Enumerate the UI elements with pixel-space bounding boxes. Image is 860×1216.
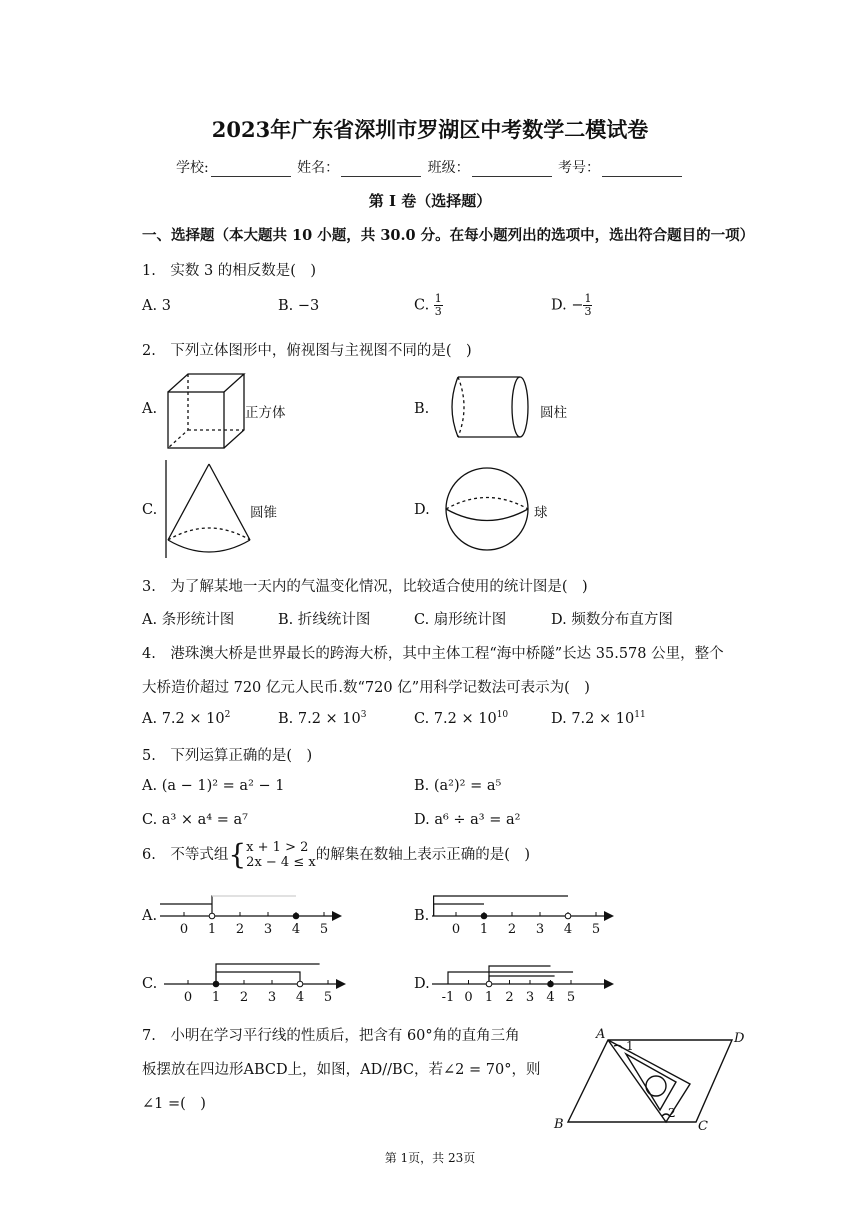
q2-label-b: 圆柱 bbox=[540, 405, 567, 421]
vertex-label-b: B bbox=[554, 1117, 564, 1132]
closed-point bbox=[548, 981, 554, 987]
tick-label: 1 bbox=[211, 990, 221, 1004]
q2-label-c: 圆锥 bbox=[250, 505, 277, 521]
tick-label: 0 bbox=[451, 922, 461, 936]
q3-stem: 3. 为了解某地一天内的气温变化情况，比较适合使用的统计图是( ) bbox=[142, 579, 588, 595]
inequality-system: x + 1 > 2 2x − 4 ≤ x bbox=[246, 840, 316, 870]
cylinder-figure bbox=[446, 374, 532, 440]
q1-option-d: D. − $\frac{1}{3}$ bbox=[551, 292, 592, 318]
tick-label: 1 bbox=[479, 922, 489, 936]
q3-option-d: D. 频数分布直方图 bbox=[551, 612, 673, 628]
number-line-c bbox=[164, 958, 354, 1004]
q6-option-d: D. bbox=[414, 976, 430, 992]
student-info-line bbox=[0, 157, 860, 177]
q6-option-c: C. bbox=[142, 976, 158, 992]
solution-bracket bbox=[216, 972, 300, 984]
q6-option-b: B. bbox=[414, 908, 430, 924]
vertex-label-d: D bbox=[734, 1031, 745, 1046]
q4-line1: 4. 港珠澳大桥是世界最长的跨海大桥，其中主体工程“海中桥隧”长达 35.578 公里，整个 bbox=[142, 646, 724, 662]
q3-option-b: B. 折线统计图 bbox=[278, 612, 371, 628]
tick-label: 1 bbox=[484, 990, 494, 1004]
q2-label-a: 正方体 bbox=[245, 405, 286, 421]
q7-line2: 板摆放在四边形ABCD上，如图，AD//BC，若∠2 = 70°，则 bbox=[142, 1062, 541, 1078]
q5-stem: 5. 下列运算正确的是( ) bbox=[142, 748, 313, 764]
q5-option-c: C. a³ × a⁴ = a⁷ bbox=[142, 812, 248, 828]
solution-bracket bbox=[212, 896, 296, 916]
q5-option-a: A. (a − 1)² = a² − 1 bbox=[142, 778, 285, 794]
tick-label: 5 bbox=[566, 990, 576, 1004]
angle-label-1: 1 bbox=[626, 1039, 634, 1053]
tick-label: 3 bbox=[525, 990, 535, 1004]
exam-no-label: 考号： bbox=[558, 160, 601, 176]
tick-label: 3 bbox=[267, 990, 277, 1004]
name-label: 姓名： bbox=[297, 160, 340, 176]
q7-line3: ∠1 =( ) bbox=[142, 1096, 206, 1112]
closed-point bbox=[293, 913, 299, 919]
tick-label: 5 bbox=[323, 990, 333, 1004]
tick-label: 0 bbox=[464, 990, 473, 1004]
axis-arrow bbox=[332, 911, 342, 921]
fraction: $\frac{1}{3}$ bbox=[434, 292, 442, 318]
vertex-label-c: C bbox=[698, 1119, 708, 1134]
page-title: 2023年广东省深圳市罗湖区中考数学二模试卷 bbox=[211, 117, 649, 142]
school-blank[interactable] bbox=[211, 176, 291, 177]
class-blank[interactable] bbox=[472, 176, 552, 177]
tick-label: -1 bbox=[441, 990, 455, 1004]
school-label: 学校: bbox=[175, 160, 209, 176]
tick-label: 3 bbox=[535, 922, 545, 936]
parallelogram-triangle-figure bbox=[548, 1024, 758, 1136]
axis-arrow bbox=[336, 979, 346, 989]
name-blank[interactable] bbox=[341, 176, 421, 177]
tick-label: 4 bbox=[563, 922, 573, 936]
open-point bbox=[486, 981, 492, 987]
open-point bbox=[209, 913, 215, 919]
q5-option-b: B. (a²)² = a⁵ bbox=[414, 778, 502, 794]
tick-label: 3 bbox=[263, 922, 273, 936]
fraction: $\frac{1}{3}$ bbox=[584, 292, 592, 318]
q2-option-b: B. bbox=[414, 401, 430, 417]
closed-point bbox=[481, 913, 487, 919]
class-label: 班级： bbox=[427, 160, 470, 176]
part-heading: 一、选择题（本大题共 10 小题，共 30.0 分。在每小题列出的选项中，选出符合题目的一项） bbox=[142, 227, 755, 244]
q4-option-c: C. $7.2 \times 10^{10}$ bbox=[414, 710, 509, 727]
axis-arrow bbox=[604, 911, 614, 921]
page-footer: 第 1页，共 23页 bbox=[384, 1151, 476, 1165]
tick-label: 4 bbox=[546, 990, 555, 1004]
tick-label: 2 bbox=[505, 990, 514, 1004]
cube-figure bbox=[166, 372, 246, 452]
exam-no-blank[interactable] bbox=[602, 176, 682, 177]
solution-bracket bbox=[448, 972, 573, 984]
tick-label: 4 bbox=[291, 922, 301, 936]
cone-figure bbox=[164, 460, 256, 560]
tick-label: 2 bbox=[507, 922, 517, 936]
angle-label-2: 2 bbox=[668, 1106, 676, 1120]
q4-option-b: B. $7.2 \times 10^3$ bbox=[278, 710, 367, 727]
solution-bracket bbox=[434, 896, 568, 916]
number-line-b bbox=[432, 890, 622, 936]
closed-point bbox=[213, 981, 219, 987]
q2-option-a: A. bbox=[142, 401, 158, 417]
axis-arrow bbox=[604, 979, 614, 989]
q6-option-a: A. bbox=[142, 908, 158, 924]
tick-label: 2 bbox=[235, 922, 245, 936]
q1-option-b: B. −3 bbox=[278, 298, 320, 314]
q2-label-d: 球 bbox=[534, 505, 548, 521]
tick-label: 1 bbox=[207, 922, 217, 936]
q2-option-c: C. bbox=[142, 502, 158, 518]
q7-line1: 7. 小明在学习平行线的性质后，把含有 60°角的直角三角 bbox=[142, 1028, 520, 1044]
q4-option-a: A. $7.2 \times 10^2$ bbox=[142, 710, 231, 727]
q6-stem: 6. 不等式组{ x + 1 > 2 2x − 4 ≤ x 的解集在数轴上表示正确的是( ) bbox=[142, 838, 531, 871]
q5-option-d: D. a⁶ ÷ a³ = a² bbox=[414, 812, 521, 828]
open-point bbox=[565, 913, 571, 919]
q4-line2: 大桥造价超过 720 亿元人民币.数“720 亿”用科学记数法可表示为( ) bbox=[142, 680, 590, 696]
vertex-label-a: A bbox=[596, 1027, 606, 1042]
tick-label: 4 bbox=[295, 990, 305, 1004]
tick-label: 5 bbox=[319, 922, 329, 936]
tick-label: 0 bbox=[179, 922, 189, 936]
q2-option-d: D. bbox=[414, 502, 430, 518]
solution-bracket bbox=[489, 976, 555, 984]
tick-label: 2 bbox=[239, 990, 249, 1004]
q3-option-c: C. 扇形统计图 bbox=[414, 612, 507, 628]
open-point bbox=[297, 981, 303, 987]
solution-bracket bbox=[160, 904, 212, 916]
number-line-d bbox=[432, 958, 622, 1004]
q1-option-c: C. $\frac{1}{3}$ bbox=[414, 292, 442, 318]
q3-option-a: A. 条形统计图 bbox=[142, 612, 235, 628]
section-heading: 第 I 卷（选择题） bbox=[368, 192, 492, 210]
q2-stem: 2. 下列立体图形中，俯视图与主视图不同的是( ) bbox=[142, 343, 472, 359]
q1-stem: 1. 实数 3 的相反数是( ) bbox=[142, 263, 317, 279]
number-line-a bbox=[160, 890, 350, 936]
tick-label: 5 bbox=[591, 922, 601, 936]
solution-bracket bbox=[489, 966, 551, 984]
sphere-figure bbox=[444, 466, 530, 552]
solution-bracket bbox=[216, 964, 320, 984]
tick-label: 0 bbox=[183, 990, 193, 1004]
q1-option-a: A. 3 bbox=[142, 298, 171, 314]
q4-option-d: D. $7.2 \times 10^{11}$ bbox=[551, 710, 646, 727]
solution-bracket bbox=[434, 904, 484, 916]
